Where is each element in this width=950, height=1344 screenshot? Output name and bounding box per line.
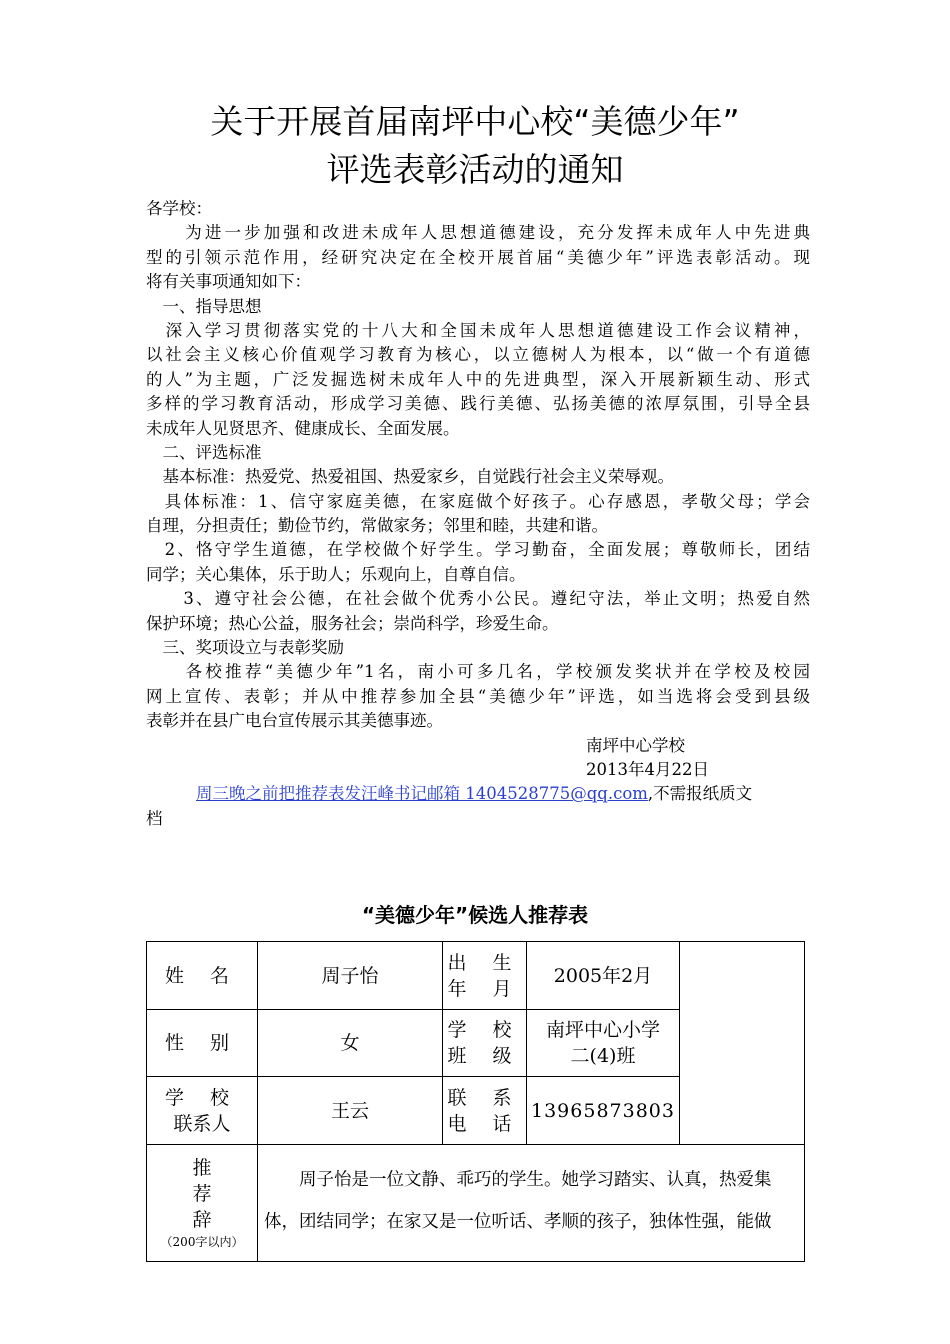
body-line: 基本标准：热爱党、热爱祖国、热爱家乡，自觉践行社会主义荣辱观。 (146, 467, 674, 487)
praise-cell (258, 1145, 805, 1262)
label-contact-line2: 联系人 (173, 1112, 231, 1135)
label-name: 姓 名 (147, 942, 258, 1010)
body-line: 多样的学习教育活动，形成学习美德、践行美德、弘扬美德的浓厚氛围，引导全县 (146, 394, 810, 414)
body-line: 同学；关心集体，乐于助人；乐观向上，自尊自信。 (146, 564, 526, 584)
body-line: 网上宣传、表彰；并从中推荐参加全县“美德少年”评选，如当选将会受到县级 (146, 686, 810, 706)
body-line: 表彰并在县广电台宣传展示其美德事迹。 (146, 711, 443, 731)
label-praise-char3: 辞 (192, 1209, 212, 1231)
reminder-rest: ,不需报纸质文 (647, 784, 753, 804)
label-class (443, 1010, 527, 1077)
label-contact-line1: 学 校 (164, 1086, 240, 1109)
body-line: 各校推荐“美德少年”1名，南小可多几名，学校颁发奖状并在学校及校园 (146, 662, 810, 682)
label-birth-line2: 年 月 (447, 977, 522, 1000)
email-link[interactable]: 周三晚之前把推荐表发汪峰书记邮箱 1404528775@qq.com (196, 784, 648, 804)
body-line: 2、恪守学生道德，在学校做个好学生。学习勤奋，全面发展；尊敬师长，团结 (146, 540, 810, 560)
photo-cell (680, 942, 805, 1145)
body-line: 保护环境；热心公益，服务社会；崇尚科学，珍爱生命。 (146, 613, 559, 633)
signature-date: 2013年4月22日 (586, 759, 709, 779)
signature-school: 南坪中心学校 (586, 735, 685, 755)
label-class-line1: 学 校 (447, 1019, 522, 1041)
notice-title-line1: 关于开展首届南坪中心校“美德少年” (210, 102, 740, 141)
form-title: “美德少年”候选人推荐表 (361, 903, 589, 927)
notice-body (146, 197, 810, 831)
table-row (147, 1145, 805, 1262)
label-praise-char2: 荐 (192, 1183, 212, 1205)
body-line: 深入学习贯彻落实党的十八大和全国未成年人思想道德建设工作会议精神， (146, 320, 810, 340)
body-line: 将有关事项通知如下： (146, 272, 311, 292)
body-line: 为进一步加强和改进未成年人思想道德建设，充分发挥未成年人中先进典 (146, 223, 810, 243)
recommendation-form-table (146, 941, 805, 1262)
label-praise (147, 1145, 258, 1262)
label-phone-line2: 电 话 (447, 1112, 522, 1135)
value-class-grade: 二(4)班 (570, 1045, 636, 1067)
body-line: 以社会主义核心价值观学习教育为核心，以立德树人为根本，以“做一个有道德 (146, 345, 810, 365)
label-phone (443, 1077, 527, 1145)
section-heading: 一、指导思想 (146, 296, 262, 316)
label-class-line2: 班 级 (447, 1045, 522, 1067)
value-gender: 女 (258, 1010, 443, 1077)
label-praise-char1: 推 (192, 1157, 212, 1179)
body-line: 型的引领示范作用，经研究决定在全校开展首届“美德少年”评选表彰活动。现 (146, 247, 810, 267)
notice-title-line2: 评选表彰活动的通知 (326, 150, 624, 189)
table-row (147, 942, 805, 1010)
salutation: 各学校： (146, 199, 212, 218)
body-line: 未成年人见贤思齐、健康成长、全面发展。 (146, 418, 460, 438)
label-contact (147, 1077, 258, 1145)
body-line: 自理，分担责任；勤俭节约，常做家务；邻里和睦，共建和谐。 (146, 516, 608, 536)
value-class-school: 南坪中心小学 (545, 1019, 660, 1041)
praise-text: 周子怡是一位文静、乖巧的学生。她学习踏实、认真，热爱集体，团结同学；在家又是一位听话、孝顺的孩子，独体性强，能做 (264, 1170, 772, 1232)
section-heading: 二、评选标准 (146, 442, 262, 462)
value-phone: 13965873803 (527, 1077, 680, 1145)
body-line: 的人”为主题，广泛发掘选树未成年人中的先进典型，深入开展新颖生动、形式 (146, 369, 810, 389)
body-line: 3、遵守社会公德，在社会做个优秀小公民。遵纪守法，举止文明；热爱自然 (146, 589, 810, 609)
label-birth-line1: 出 生 (447, 951, 522, 974)
label-phone-line1: 联 系 (447, 1086, 522, 1109)
label-praise-note: （200字以内） (160, 1235, 244, 1249)
label-birth (443, 942, 527, 1010)
value-contact: 王云 (258, 1077, 443, 1145)
reminder-line-end: 档 (146, 808, 163, 828)
section-heading: 三、奖项设立与表彰奖励 (146, 638, 344, 658)
value-birth: 2005年2月 (527, 942, 680, 1010)
value-class (527, 1010, 680, 1077)
value-name: 周子怡 (258, 942, 443, 1010)
body-line: 具体标准：1、信守家庭美德，在家庭做个好孩子。心存感恩，孝敬父母；学会 (146, 491, 810, 511)
reminder-line (146, 782, 810, 806)
label-gender: 性 别 (147, 1010, 258, 1077)
